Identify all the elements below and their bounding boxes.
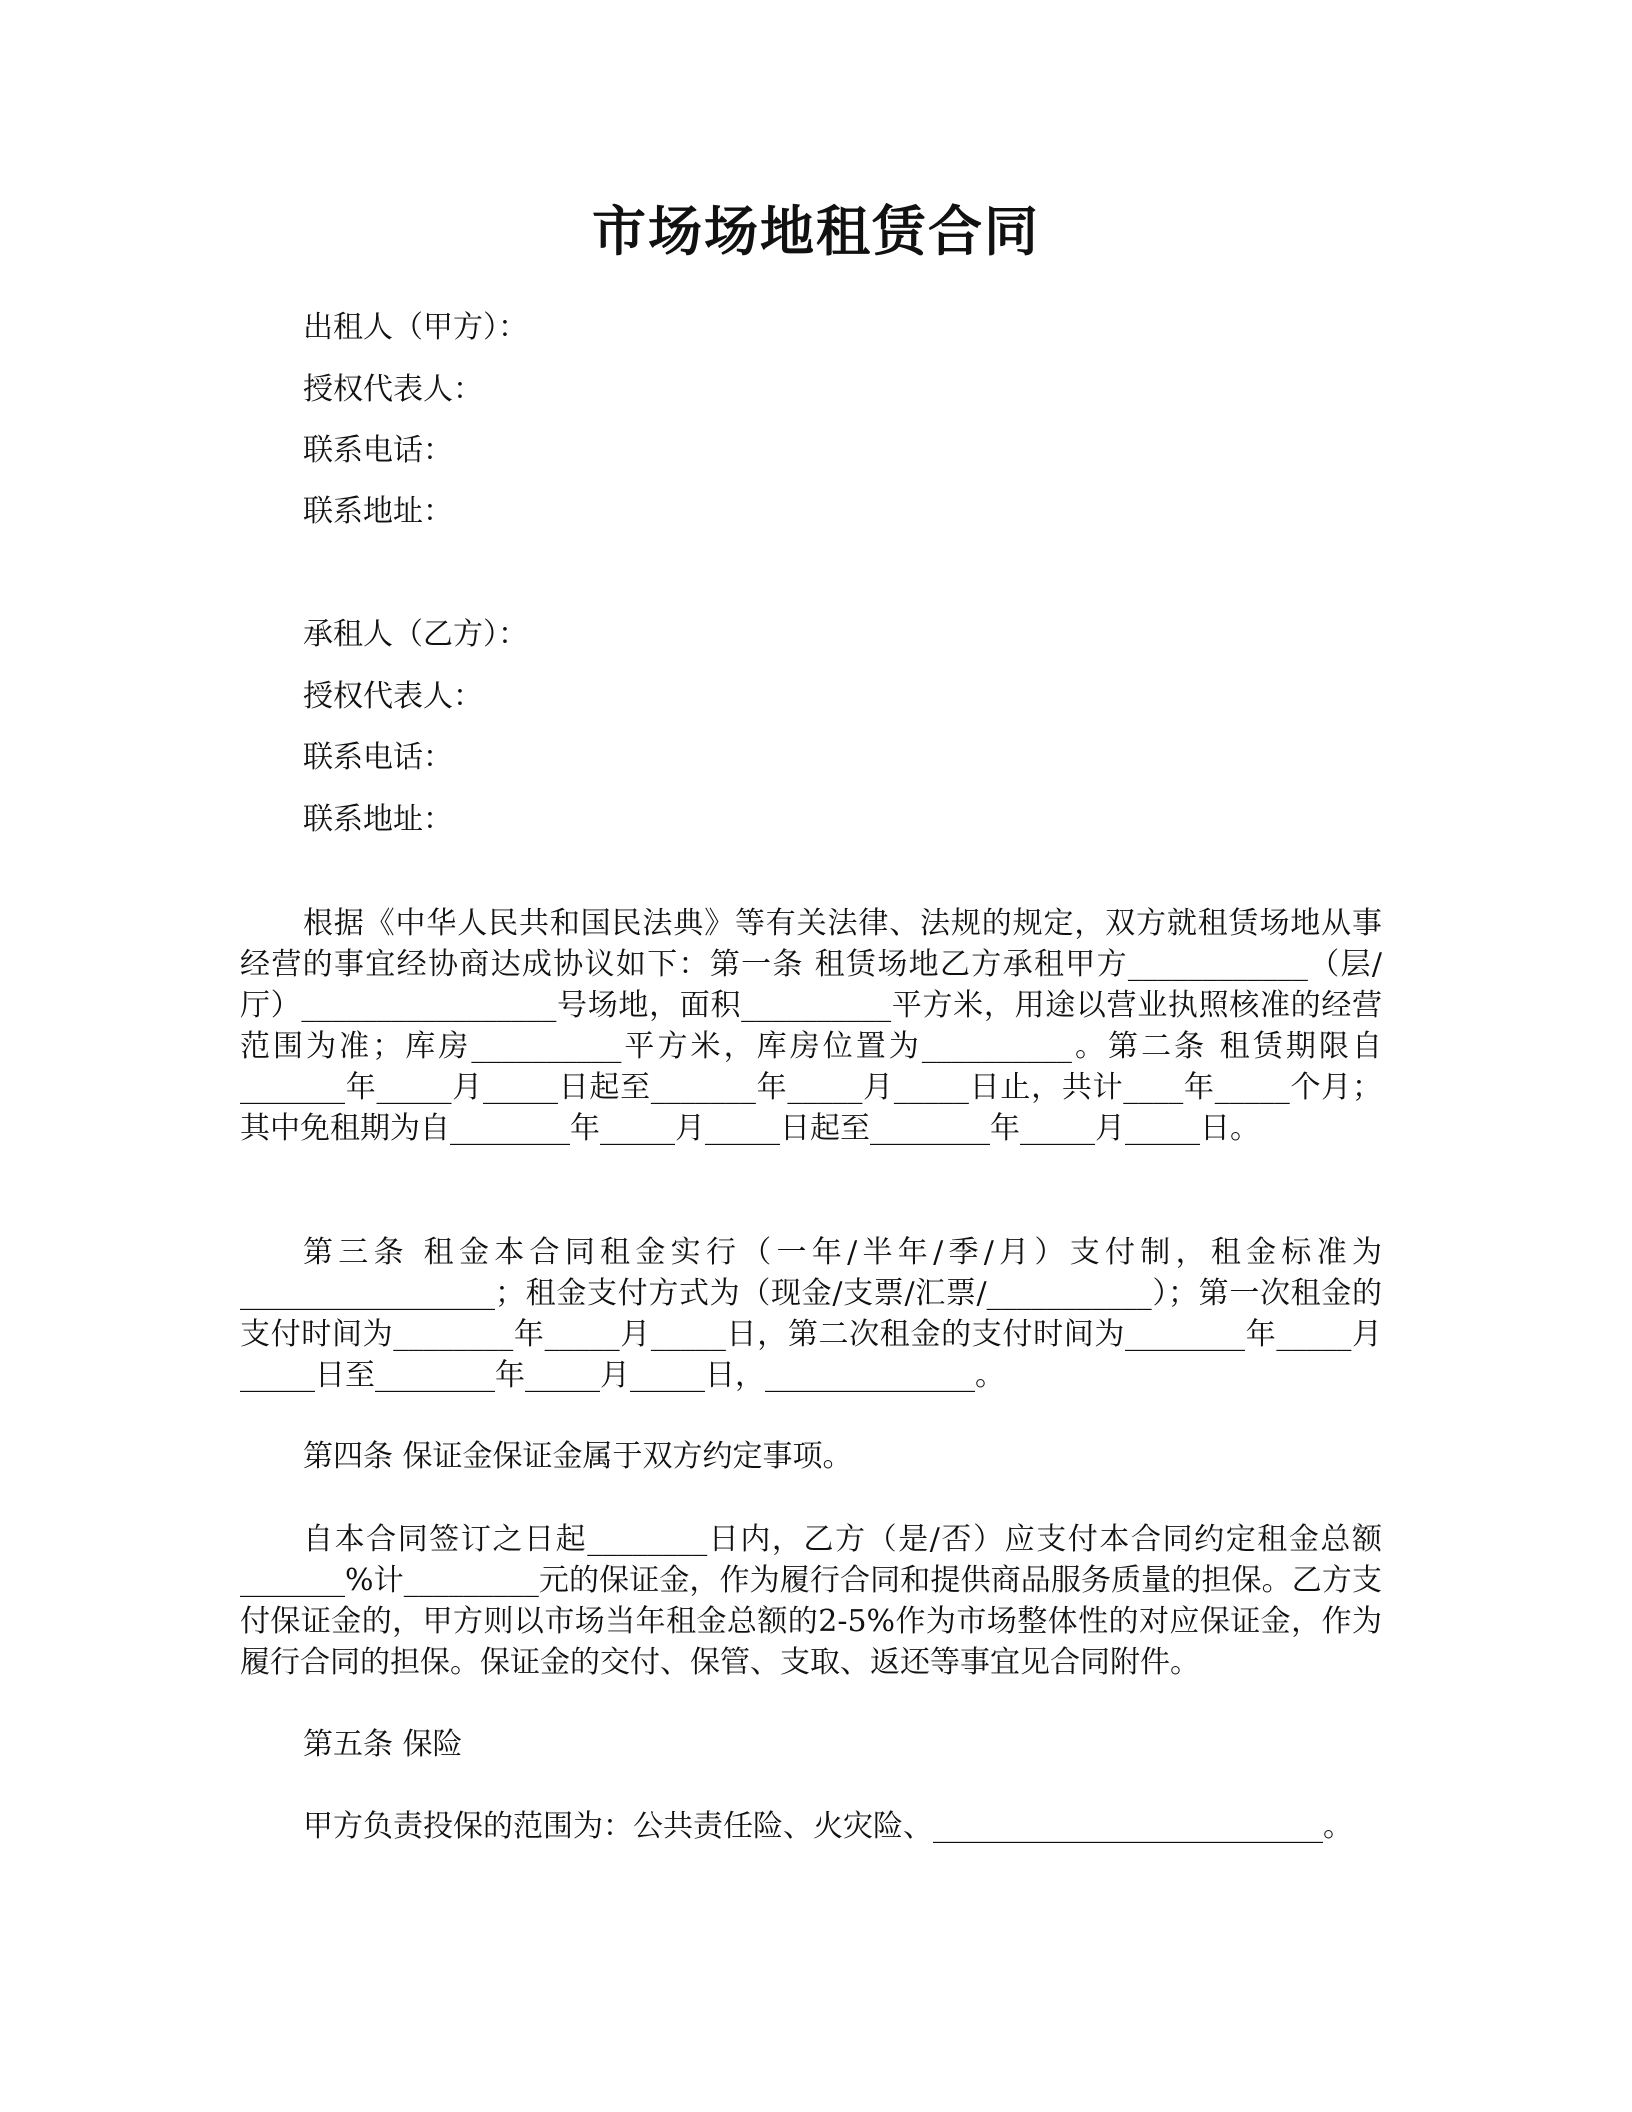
clause-5-heading: 第五条 保险: [303, 1727, 463, 1762]
clause-4-heading: 第四条 保证金保证金属于双方约定事项。: [303, 1439, 853, 1474]
lessee-address-label: 联系地址：: [303, 802, 453, 837]
lessor-heading: 出租人（甲方）：: [303, 310, 528, 345]
deposit-paragraph: 自本合同签订之日起________日内，乙方（是/否）应支付本合同约定租金总额_______%计_________元的保证金，作为履行合同和提供商品服务质量的担保。乙方支付保证金的，甲方则以市场当年租金总额的2-5%作为市场整体性的对应保证金，作为履行合同的担保。保证金的交付、保管、支取、返还等事宜见合同附件。: [240, 1522, 1382, 1680]
lessor-address-label: 联系地址：: [303, 494, 453, 529]
lessee-representative-label: 授权代表人：: [303, 679, 483, 714]
lessor-representative-label: 授权代表人：: [303, 372, 483, 407]
document-title: 市场场地租赁合同: [592, 199, 1040, 263]
lessee-phone-label: 联系电话：: [303, 740, 453, 775]
clause-3-paragraph: 第三条 租金本合同租金实行（一年/半年/季/月）支付制，租金标准为_________________；租金支付方式为（现金/支票/汇票/___________）；第一次租金的支付时间为________年_____月_____日，第二次租金的支付时间为________年_____月_____日至________年_____月_____日，______________。: [240, 1235, 1382, 1393]
lessor-phone-label: 联系电话：: [303, 433, 453, 468]
lessee-heading: 承租人（乙方）：: [303, 617, 528, 652]
insurance-paragraph: 甲方负责投保的范围为：公共责任险、火灾险、__________________________。: [303, 1809, 1353, 1844]
clause-1-2-paragraph: 根据《中华人民共和国民法典》等有关法律、法规的规定，双方就租赁场地从事经营的事宜经协商达成协议如下：第一条 租赁场地乙方承租甲方____________（层/厅）_________________号场地，面积__________平方米，用途以营业执照核准的经营范围为准；库房__________平方米，库房位置为__________。第二条 租赁期限自_______年_____月_____日起至_______年_____月_____日止，共计____年_____个月；其中免租期为自________年_____月_____日起至________年_____月_____日。: [240, 906, 1382, 1146]
